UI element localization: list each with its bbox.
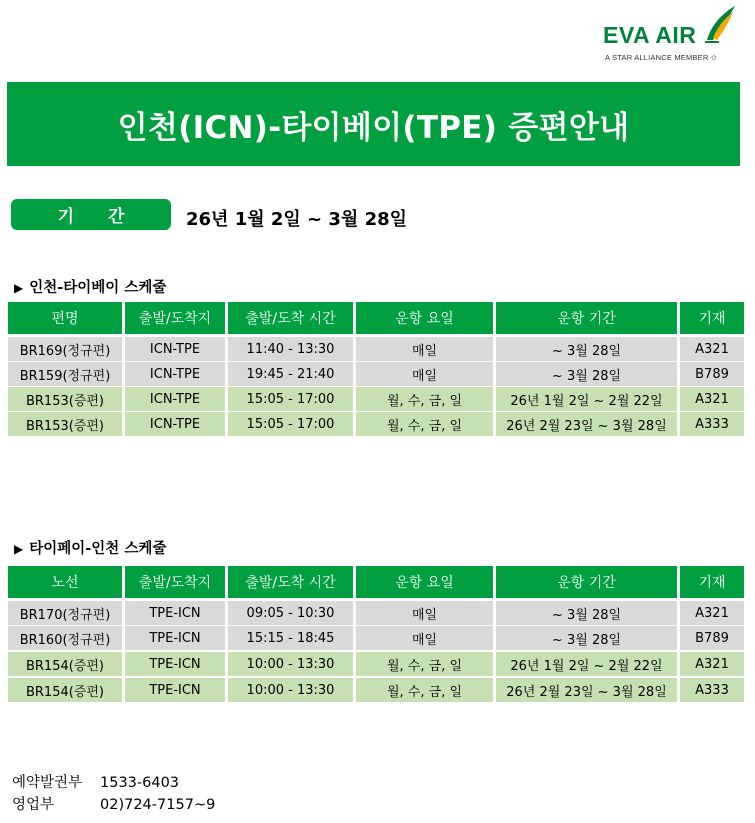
time-cell: 09:05 - 10:30 xyxy=(228,601,353,625)
period-cell: 26년 1월 2일 ~ 2월 22일 xyxy=(496,652,677,676)
time-cell: 11:40 - 13:30 xyxy=(228,337,353,361)
period-cell: 26년 1월 2일 ~ 2월 22일 xyxy=(496,387,677,411)
contact-label: 영업부 xyxy=(12,797,55,813)
period-cell: ~ 3월 28일 xyxy=(496,601,677,625)
days-cell: 매일 xyxy=(356,362,493,386)
contact-label: 예약발권부 xyxy=(12,775,83,791)
flight-cell: BR153(증편) xyxy=(8,387,122,411)
period-label-badge: 기 간 xyxy=(11,199,171,230)
aircraft-cell: A321 xyxy=(680,387,744,411)
aircraft-cell: A333 xyxy=(680,412,744,436)
period-cell: ~ 3월 28일 xyxy=(496,337,677,361)
route-cell: ICN-TPE xyxy=(125,362,225,386)
period-cell: ~ 3월 28일 xyxy=(496,626,677,650)
page-title: 인천(ICN)-타이베이(TPE) 증편안내 xyxy=(117,109,630,146)
contact-phone: 02)724-7157~9 xyxy=(100,797,216,813)
eva-air-emblem-icon xyxy=(703,4,737,44)
header-cell: 노선 xyxy=(8,566,122,598)
route-cell: ICN-TPE xyxy=(125,412,225,436)
header-cell: 편명 xyxy=(8,302,122,334)
route-code-cell: BR160(정규편) xyxy=(8,626,122,650)
logo-tagline: A STAR ALLIANCE MEMBER ✩ xyxy=(605,53,718,62)
flight-cell: BR159(정규편) xyxy=(8,362,122,386)
days-cell: 매일 xyxy=(356,601,493,625)
days-cell: 월, 수, 금, 일 xyxy=(356,412,493,436)
time-cell: 19:45 - 21:40 xyxy=(228,362,353,386)
contact-sales xyxy=(12,793,215,814)
time-cell: 10:00 - 13:30 xyxy=(228,678,353,702)
route-cell: TPE-ICN xyxy=(125,678,225,702)
aircraft-cell: B789 xyxy=(680,362,744,386)
period-cell: 26년 2월 23일 ~ 3월 28일 xyxy=(496,412,677,436)
time-cell: 15:05 - 17:00 xyxy=(228,412,353,436)
header-cell: 기재 xyxy=(680,302,744,334)
aircraft-cell: A321 xyxy=(680,337,744,361)
triangle-bullet-icon: ▶ xyxy=(14,281,24,295)
days-cell: 월, 수, 금, 일 xyxy=(356,652,493,676)
triangle-bullet-icon: ▶ xyxy=(14,542,24,556)
star-alliance-icon: ✩ xyxy=(710,53,718,62)
time-cell: 15:05 - 17:00 xyxy=(228,387,353,411)
flight-cell: BR169(정규편) xyxy=(8,337,122,361)
outbound-section-title: ▶ 인천-타이베이 스케줄 xyxy=(14,280,167,296)
route-cell: ICN-TPE xyxy=(125,387,225,411)
contact-reservations xyxy=(12,771,179,792)
aircraft-cell: A321 xyxy=(680,652,744,676)
header-cell: 기재 xyxy=(680,566,744,598)
period-value: 26년 1월 2일 ~ 3월 28일 xyxy=(186,209,408,230)
period-cell: 26년 2월 23일 ~ 3월 28일 xyxy=(496,678,677,702)
time-cell: 15:15 - 18:45 xyxy=(228,626,353,650)
route-cell: TPE-ICN xyxy=(125,626,225,650)
header-cell: 출발/도착 시간 xyxy=(228,302,353,334)
aircraft-cell: B789 xyxy=(680,626,744,650)
contact-phone: 1533-6403 xyxy=(100,775,180,791)
route-code-cell: BR154(증편) xyxy=(8,652,122,676)
inbound-section-title: ▶ 타이페이-인천 스케줄 xyxy=(14,541,167,557)
header-cell: 운항 요일 xyxy=(356,302,493,334)
header-cell: 운항 요일 xyxy=(356,566,493,598)
days-cell: 월, 수, 금, 일 xyxy=(356,387,493,411)
header-cell: 출발/도착지 xyxy=(125,566,225,598)
route-code-cell: BR170(정규편) xyxy=(8,601,122,625)
flight-cell: BR153(증편) xyxy=(8,412,122,436)
time-cell: 10:00 - 13:30 xyxy=(228,652,353,676)
days-cell: 매일 xyxy=(356,337,493,361)
route-cell: ICN-TPE xyxy=(125,337,225,361)
logo-wordmark: EVA AIR xyxy=(603,22,697,48)
header-cell: 운항 기간 xyxy=(496,302,677,334)
route-code-cell: BR154(증편) xyxy=(8,678,122,702)
days-cell: 월, 수, 금, 일 xyxy=(356,678,493,702)
eva-air-logo xyxy=(603,4,743,68)
days-cell: 매일 xyxy=(356,626,493,650)
period-cell: ~ 3월 28일 xyxy=(496,362,677,386)
aircraft-cell: A333 xyxy=(680,678,744,702)
header-cell: 출발/도착 시간 xyxy=(228,566,353,598)
header-cell: 출발/도착지 xyxy=(125,302,225,334)
header-cell: 운항 기간 xyxy=(496,566,677,598)
aircraft-cell: A321 xyxy=(680,601,744,625)
route-cell: TPE-ICN xyxy=(125,652,225,676)
title-banner xyxy=(7,82,740,166)
route-cell: TPE-ICN xyxy=(125,601,225,625)
